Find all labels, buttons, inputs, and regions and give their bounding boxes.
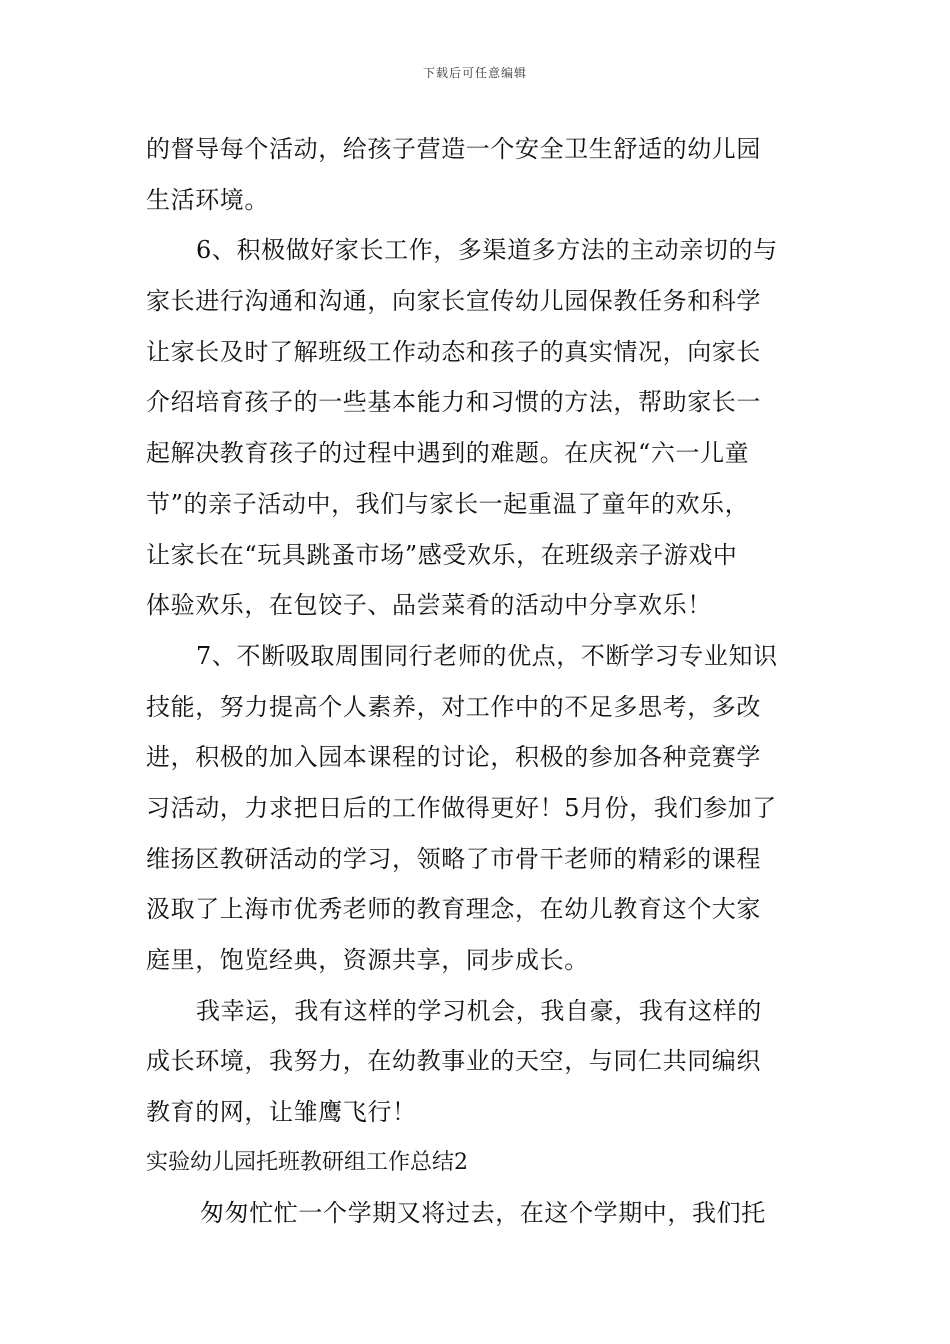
text-line: 维扬区教研活动的学习，领略了市骨干老师的精彩的课程 <box>146 844 761 873</box>
text-line: 习活动，力求把日后的工作做得更好！5月份，我们参加了 <box>146 793 777 822</box>
text-line: 让家长及时了解班级工作动态和孩子的真实情况，向家长 <box>146 337 761 366</box>
text-line: 技能，努力提高个人素养，对工作中的不足多思考，多改 <box>146 692 761 721</box>
paragraph-start-line: 我幸运，我有这样的学习机会，我自豪，我有这样的 <box>196 996 762 1025</box>
text-line: 汲取了上海市优秀老师的教育理念，在幼儿教育这个大家 <box>146 895 761 924</box>
section-heading: 实验幼儿园托班教研组工作总结2 <box>146 1149 468 1175</box>
text-line: 介绍培育孩子的一些基本能力和习惯的方法，帮助家长一 <box>146 388 761 417</box>
text-line: 庭里，饱览经典，资源共享，同步成长。 <box>146 946 589 974</box>
document-body <box>146 124 810 1239</box>
text-line: 起解决教育孩子的过程中遇到的难题。在庆祝“六一儿童 <box>146 439 750 468</box>
text-line: 的督导每个活动，给孩子营造一个安全卫生舒适的幼儿园 <box>146 135 761 163</box>
text-line: 进，积极的加入园本课程的讨论，积极的参加各种竞赛学 <box>146 743 761 772</box>
text-line: 节”的亲子活动中，我们与家长一起重温了童年的欢乐， <box>146 489 750 518</box>
text-line: 家长进行沟通和沟通，向家长宣传幼儿园保教任务和科学 <box>146 287 761 316</box>
paragraph-start-line: 7、不断吸取周围同行老师的优点，不断学习专业知识 <box>196 641 778 670</box>
page-header: 下载后可任意编辑 <box>422 66 527 80</box>
text-line: 生活环境。 <box>146 185 269 214</box>
text-line: 让家长在“玩具跳蚤市场”感受欢乐，在班级亲子游戏中 <box>146 540 738 569</box>
text-line: 成长环境，我努力，在幼教事业的天空，与同仁共同编织 <box>146 1047 761 1076</box>
paragraph-start-line: 匆匆忙忙一个学期又将过去，在这个学期中，我们托 <box>200 1199 766 1228</box>
text-line: 教育的网，让雏鹰飞行！ <box>146 1098 417 1127</box>
text-line: 体验欢乐，在包饺子、品尝菜肴的活动中分享欢乐！ <box>146 591 712 620</box>
paragraph-start-line: 6、积极做好家长工作，多渠道多方法的主动亲切的与 <box>196 236 778 265</box>
